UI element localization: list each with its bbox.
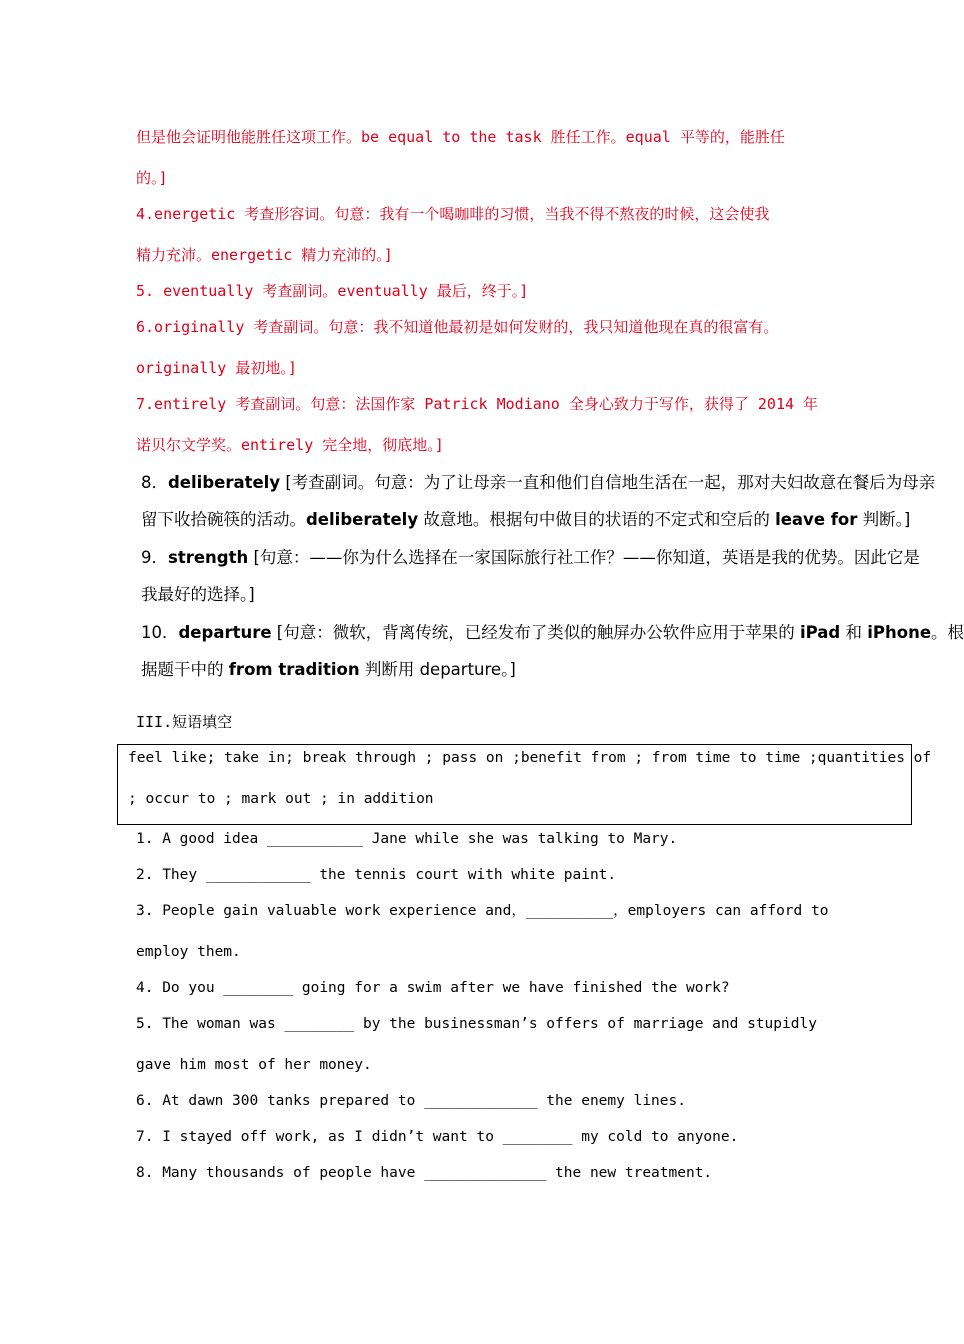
answer-8 — [141, 473, 935, 493]
exercise-1: 1. A good idea ___________ Jane while she was talking to Mary. — [136, 831, 678, 847]
answer-10-explanation: [句意：微软，背离传统，已经发布了类似的触屏办公软件应用于苹果的 — [271, 623, 800, 642]
answer-9-num: 9． — [141, 548, 168, 567]
answer-10-tail: 。根 — [931, 623, 964, 642]
exercise-3: 3. People gain valuable work experience and，__________，employers can afford to — [136, 903, 829, 919]
answer-line-5: 5. eventually 考查副词。eventually 最后，终于。] — [136, 282, 529, 300]
answer-10-cont-text-2: 判断用 departure。] — [359, 660, 516, 679]
exercise-4: 4. Do you ________ going for a swim after we have finished the work? — [136, 980, 730, 996]
answer-8-cont-text-3: 判断。] — [857, 510, 911, 529]
section-title: III.短语填空 — [136, 713, 233, 731]
answer-8-explanation: [考查副词。句意：为了让母亲一直和他们自信地生活在一起，那对夫妇故意在餐后为母亲 — [280, 473, 936, 492]
answer-8-num: 8． — [141, 473, 168, 492]
exercise-2: 2. They ____________ the tennis court with white paint. — [136, 867, 617, 883]
exercise-8: 8. Many thousands of people have ______________ the new treatment. — [136, 1165, 713, 1181]
answer-line-7: originally 最初地。] — [136, 359, 297, 377]
answer-line-9: 诺贝尔文学奖。entirely 完全地，彻底地。] — [136, 436, 444, 454]
answer-10-ipad: iPad — [799, 623, 841, 642]
exercise-7: 7. I stayed off work, as I didn’t want to ________ my cold to anyone. — [136, 1129, 739, 1145]
phrase-box-line-1: feel like; take in; break through ; pass on ;benefit from ; from time to time ;quantities of — [128, 750, 932, 766]
answer-8-cont-text-1: 留下收拾碗筷的活动。 — [141, 510, 306, 529]
exercise-3-continued: employ them. — [136, 944, 241, 960]
answer-10-iphone: iPhone — [867, 623, 932, 642]
answer-line-6: 6.originally 考查副词。句意：我不知道他最初是如何发财的，我只知道他现在真的很富有。 — [136, 318, 779, 336]
answer-9-explanation: [句意：——你为什么选择在一家国际旅行社工作？——你知道，英语是我的优势。因此它是 — [248, 548, 920, 567]
answer-line-4: 精力充沛。energetic 精力充沛的。] — [136, 246, 393, 264]
phrase-box-line-2: ; occur to ; mark out ; in addition — [128, 791, 434, 807]
answer-line-2: 的。] — [136, 169, 168, 187]
answer-8-word: deliberately — [168, 473, 281, 492]
answer-8-continued — [141, 510, 910, 530]
answer-10 — [141, 623, 964, 643]
answer-9-continued — [141, 585, 255, 605]
answer-line-1: 但是他会证明他能胜任这项工作。be equal to the task 胜任工作。equal 平等的，能胜任 — [136, 128, 785, 146]
exercise-6: 6. At dawn 300 tanks prepared to _____________ the enemy lines. — [136, 1093, 686, 1109]
answer-8-cont-text-2: 故意地。根据句中做目的状语的不定式和空后的 — [418, 510, 776, 529]
exercise-5-continued: gave him most of her money. — [136, 1057, 372, 1073]
answer-9 — [141, 548, 920, 568]
phrase-box — [117, 744, 932, 825]
answer-10-cont-text-1: 据题干中的 — [141, 660, 229, 679]
answer-8-cont-bold-1: deliberately — [306, 510, 419, 529]
exercise-5: 5. The woman was ________ by the businessman’s offers of marriage and stupidly — [136, 1016, 817, 1032]
answer-8-cont-bold-2: leave for — [775, 510, 858, 529]
answer-10-and: 和 — [840, 623, 868, 642]
answer-line-3: 4.energetic 考查形容词。句意：我有一个喝咖啡的习惯，当我不得不熬夜的时候，这会使我 — [136, 205, 770, 223]
answer-10-word: departure — [178, 623, 272, 642]
answer-10-cont-bold: from tradition — [228, 660, 360, 679]
answer-10-continued — [141, 660, 516, 680]
answer-9-cont-text: 我最好的选择。] — [141, 585, 255, 604]
answer-10-num: 10． — [141, 623, 179, 642]
answer-line-8: 7.entirely 考查副词。句意：法国作家 Patrick Modiano 全身心致力于写作，获得了 2014 年 — [136, 395, 819, 413]
answer-9-word: strength — [168, 548, 249, 567]
